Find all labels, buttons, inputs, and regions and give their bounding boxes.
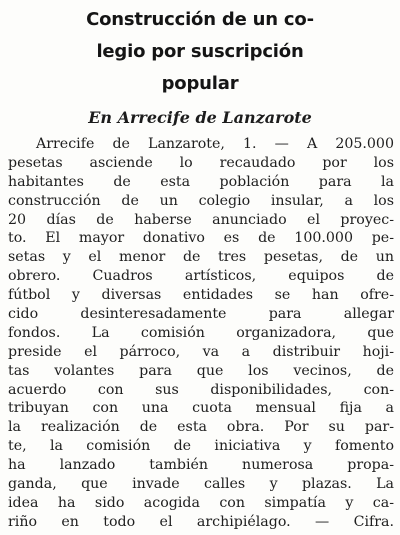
body-line: to. El mayor donativo es de 100.000 pe- <box>8 230 394 247</box>
body-line: te, la comisión de iniciativa y fomento <box>8 438 394 455</box>
headline-line: legio por suscripción <box>96 41 304 62</box>
article-body <box>8 135 394 532</box>
body-line: fondos. La comisión organizadora, que <box>8 324 394 341</box>
body-line: tas volantes para que los vecinos, de <box>8 362 394 379</box>
body-line: acuerdo con sus disponibilidades, con- <box>8 381 394 398</box>
body-line: obrero. Cuadros artísticos, equipos de <box>8 268 394 285</box>
body-line: riño en todo el archipiélago. — Cifra. <box>8 513 394 530</box>
headline <box>0 4 400 100</box>
body-line: pesetas asciende lo recaudado por los <box>8 154 394 171</box>
body-line: setas y el menor de tres pesetas, de un <box>8 249 394 266</box>
body-line: ganda, que invade calles y plazas. La <box>8 476 394 493</box>
body-line: preside el párroco, va a distribuir hoji- <box>8 343 394 360</box>
body-line: la realización de esta obra. Por su par- <box>8 419 394 436</box>
headline-line: Construcción de un co- <box>86 9 314 30</box>
headline-line: popular <box>161 73 239 94</box>
body-line: tribuyan con una cuota mensual fija a <box>8 400 394 417</box>
body-line: construcción de un colegio insular, a los <box>8 192 394 209</box>
body-line: fútbol y diversas entidades se han ofre- <box>8 287 394 304</box>
body-line: Arrecife de Lanzarote, 1. — A 205.000 <box>36 136 394 152</box>
body-line: ha lanzado también numerosa propa- <box>8 457 394 474</box>
body-line: habitantes de esta población para la <box>8 173 394 190</box>
body-line: cido desinteresadamente para allegar <box>8 306 394 323</box>
subheadline: En Arrecife de Lanzarote <box>88 108 312 127</box>
body-line: idea ha sido acogida con simpatía y ca- <box>8 494 394 511</box>
body-line: 20 días de haberse anunciado el proyec- <box>8 211 394 228</box>
